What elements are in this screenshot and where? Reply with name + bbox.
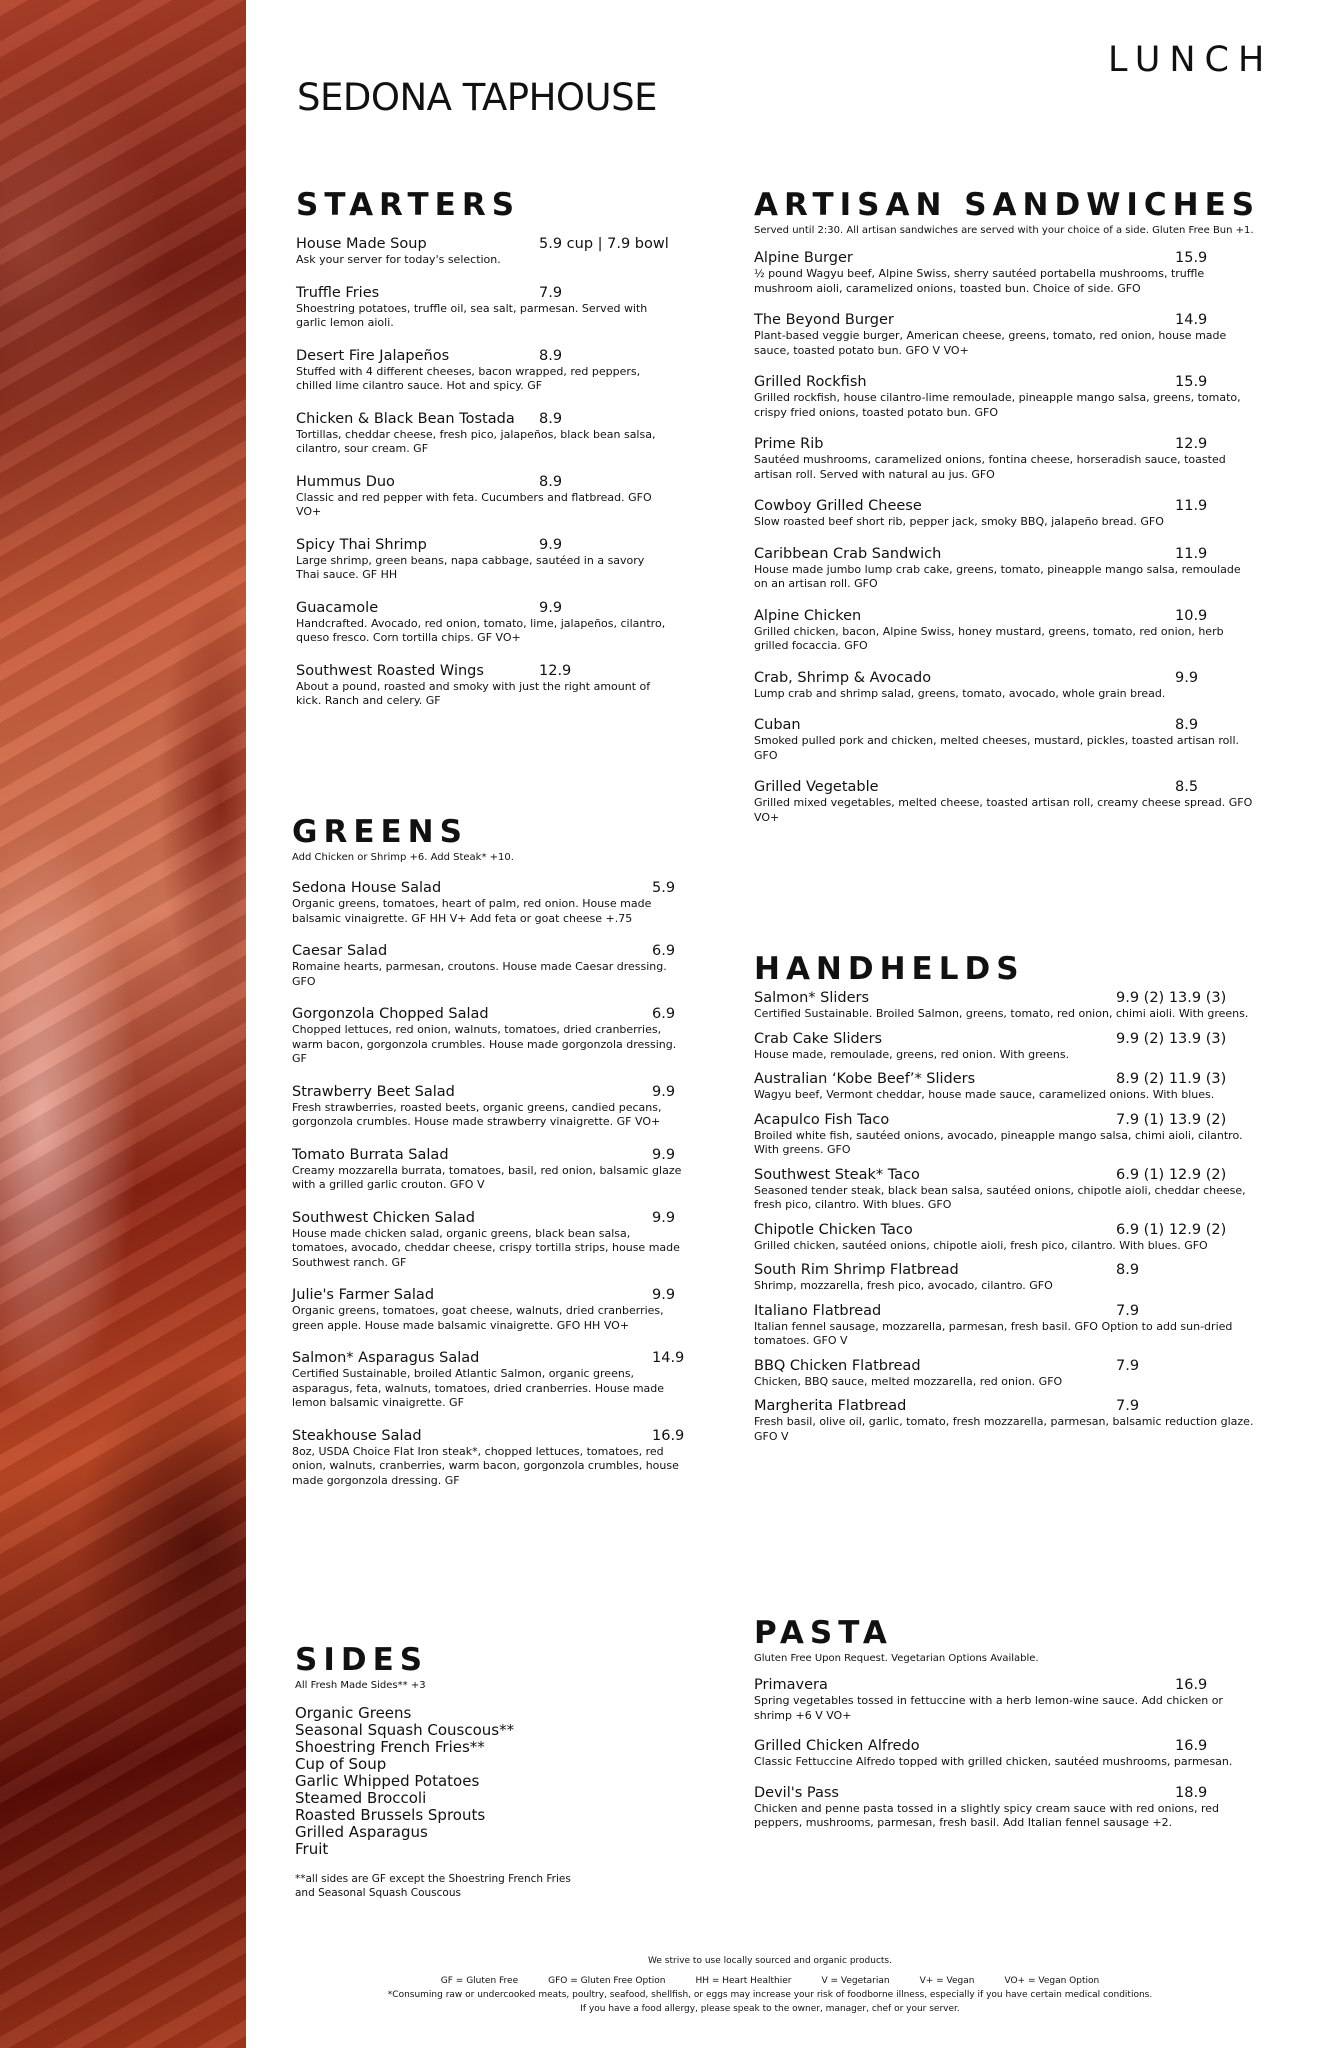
item-name: Grilled Rockfish	[754, 374, 867, 390]
item-price: 16.9	[652, 1427, 685, 1444]
menu-item	[292, 1209, 704, 1271]
menu-item	[754, 249, 1274, 296]
item-name: Salmon* Sliders	[754, 990, 870, 1006]
item-name: Chipotle Chicken Taco	[754, 1221, 913, 1238]
item-name: Guacamole	[296, 599, 379, 616]
menu-item	[754, 1737, 1274, 1770]
item-description: Shrimp, mozzarella, fresh pico, avocado, cilantro. GFO	[754, 1279, 1053, 1292]
item-price: 6.9 (1) 12.9 (2)	[1116, 1221, 1227, 1238]
handhelds-title: HANDHELDS	[754, 951, 1025, 987]
item-description: Tortillas, cheddar cheese, fresh pico, jalapeños, black bean salsa, cilantro, sour cream. GF	[296, 427, 656, 455]
starters-section	[296, 187, 686, 709]
menu-item	[754, 778, 1274, 825]
restaurant-name: SEDONA TAPHOUSE	[297, 76, 657, 119]
item-price: 8.9 (2) 11.9 (3)	[1116, 1071, 1227, 1087]
menu-item	[754, 373, 1274, 420]
legend-entry: HH = Heart Healthier	[695, 1976, 792, 1986]
item-price: 9.9	[652, 1209, 676, 1226]
item-price: 15.9	[1175, 250, 1208, 266]
side-item: Organic Greens	[295, 1704, 412, 1722]
item-description: About a pound, roasted and smoky with just the right amount of kick. Ranch and celery. GF	[296, 679, 651, 707]
item-name: Prime Rib	[754, 436, 824, 452]
item-name: Caribbean Crab Sandwich	[754, 545, 942, 562]
item-name: Desert Fire Jalapeños	[296, 347, 450, 364]
item-description: Plant-based veggie burger, American cheese, greens, tomato, red onion, house made sauce, toasted potato bun. GFO V VO+	[754, 329, 1227, 357]
item-name: Cowboy Grilled Cheese	[754, 498, 922, 514]
item-name: Italiano Flatbread	[754, 1302, 882, 1319]
menu-item	[292, 1083, 704, 1130]
item-price: 9.9	[539, 599, 563, 616]
item-price: 14.9	[1175, 312, 1208, 328]
sourcing-note: We strive to use locally sourced and organic products.	[648, 1956, 892, 1966]
legend-entry: GF = Gluten Free	[440, 1976, 519, 1986]
pasta-title: PASTA	[754, 1615, 893, 1651]
pasta-section	[754, 1615, 1274, 1831]
menu-item	[754, 989, 1274, 1022]
item-name: Salmon* Asparagus Salad	[292, 1350, 480, 1366]
side-item: Fruit	[295, 1840, 329, 1858]
item-description: ½ pound Wagyu beef, Alpine Swiss, sherry sautéed portabella mushrooms, truffle mushroom aioli, caramelized onions, toasted bun. Choice of side. GFO	[754, 267, 1205, 295]
sides-note: All Fresh Made Sides** +3	[295, 1680, 426, 1691]
menu-item	[754, 669, 1274, 702]
item-price: 12.9	[539, 662, 572, 679]
menu-item	[292, 1286, 704, 1333]
item-price: 5.9	[652, 880, 676, 896]
menu-item	[296, 662, 686, 709]
item-price: 9.9	[652, 1083, 676, 1100]
menu-item	[754, 1111, 1274, 1158]
menu-item	[754, 1221, 1274, 1254]
menu-item	[754, 1261, 1274, 1294]
item-name: Crab Cake Sliders	[754, 1030, 883, 1047]
item-price: 9.9	[652, 1146, 676, 1163]
legend-entry: VO+ = Vegan Option	[1004, 1976, 1100, 1986]
item-name: South Rim Shrimp Flatbread	[754, 1262, 959, 1278]
item-name: The Beyond Burger	[754, 312, 894, 328]
item-price: 5.9 cup | 7.9 bowl	[539, 236, 669, 252]
menu-item	[754, 311, 1274, 358]
item-price: 16.9	[1175, 1677, 1208, 1693]
item-price: 14.9	[652, 1350, 685, 1366]
item-name: Julie's Farmer Salad	[292, 1287, 435, 1303]
starters-title: STARTERS	[296, 187, 521, 223]
menu-item	[292, 879, 704, 926]
item-description: Fresh strawberries, roasted beets, organic greens, candied pecans, gorgonzola crumbles. House made strawberry vinaigrette. GF VO+	[292, 1100, 662, 1128]
menu-item	[754, 1030, 1274, 1063]
item-price: 16.9	[1175, 1738, 1208, 1754]
item-price: 8.9	[539, 473, 563, 490]
menu-item	[754, 497, 1274, 530]
menu-item	[292, 1349, 704, 1411]
item-description: Creamy mozzarella burrata, tomatoes, basil, red onion, balsamic glaze with a grilled garlic crouton. GFO V	[292, 1163, 682, 1191]
item-description: Stuffed with 4 different cheeses, bacon wrapped, red peppers, chilled lime cilantro sauce. Hot and spicy. GF	[296, 364, 641, 392]
item-name: Alpine Burger	[754, 250, 853, 266]
item-price: 7.9	[1116, 1398, 1140, 1414]
side-item: Grilled Asparagus	[295, 1823, 428, 1841]
item-description: House made jumbo lump crab cake, greens, tomato, pineapple mango salsa, remoulade on an artisan roll. GFO	[754, 562, 1241, 590]
item-name: Acapulco Fish Taco	[754, 1111, 890, 1128]
item-name: Crab, Shrimp & Avocado	[754, 669, 932, 686]
item-name: Truffle Fries	[296, 284, 380, 301]
item-description: Spring vegetables tossed in fettuccine with a herb lemon-wine sauce. Add chicken or shrimp +6 V VO+	[754, 1694, 1223, 1722]
item-description: Classic and red pepper with feta. Cucumbers and flatbread. GFO VO+	[296, 490, 652, 518]
item-description: Classic Fettuccine Alfredo topped with grilled chicken, sautéed mushrooms, parmesan.	[754, 1755, 1233, 1768]
item-description: Grilled mixed vegetables, melted cheese, toasted artisan roll, creamy cheese spread. GFO VO+	[754, 796, 1253, 824]
menu-item	[296, 599, 686, 646]
menu-item	[292, 1427, 704, 1489]
item-name: Spicy Thai Shrimp	[296, 536, 427, 553]
item-description: Grilled chicken, bacon, Alpine Swiss, honey mustard, greens, tomato, red onion, herb grilled focaccia. GFO	[754, 624, 1224, 652]
item-name: Hummus Duo	[296, 473, 395, 490]
sides-title: SIDES	[295, 1642, 429, 1678]
item-name: Southwest Steak* Taco	[754, 1166, 920, 1183]
dietary-legend	[330, 1974, 1210, 1988]
item-price: 9.9 (2) 13.9 (3)	[1116, 1030, 1227, 1047]
item-description: Sautéed mushrooms, caramelized onions, fontina cheese, horseradish sauce, toasted artisan roll. Served with natural au jus. GFO	[754, 453, 1226, 481]
menu-item	[754, 1070, 1274, 1103]
item-name: Southwest Roasted Wings	[296, 662, 484, 679]
item-description: Wagyu beef, Vermont cheddar, house made sauce, caramelized onions. With blues.	[754, 1088, 1215, 1101]
side-item: Steamed Broccoli	[295, 1789, 427, 1807]
item-description: Broiled white fish, sautéed onions, avocado, pineapple mango salsa, chimi aioli, cilantro. With greens. GFO	[754, 1128, 1243, 1156]
item-description: House made chicken salad, organic greens, black bean salsa, tomatoes, avocado, cheddar cheese, crispy tortilla strips, house made Southwest ranch. GF	[292, 1226, 680, 1269]
item-price: 18.9	[1175, 1784, 1208, 1801]
menu-item	[754, 1397, 1274, 1444]
item-name: Primavera	[754, 1677, 828, 1693]
item-description: Chopped lettuces, red onion, walnuts, tomatoes, dried cranberries, warm bacon, gorgonzola crumbles. House made gorgonzola dressing. GF	[292, 1023, 677, 1065]
side-item: Roasted Brussels Sprouts	[295, 1806, 486, 1824]
item-name: Devil's Pass	[754, 1784, 839, 1801]
item-description: Fresh basil, olive oil, garlic, tomato, fresh mozzarella, parmesan, balsamic reduction glaze. GFO V	[754, 1415, 1254, 1443]
sandwiches-section	[754, 187, 1274, 825]
menu-item	[754, 607, 1274, 654]
item-name: Tomato Burrata Salad	[292, 1146, 449, 1163]
item-price: 9.9	[1175, 669, 1199, 686]
item-description: Ask your server for today's selection.	[296, 253, 501, 266]
item-price: 11.9	[1175, 545, 1208, 562]
item-description: Certified Sustainable, broiled Atlantic Salmon, organic greens, asparagus, feta, walnuts, tomatoes, dried cranberries. House made lemon balsamic vinaigrette. GF	[292, 1367, 665, 1409]
menu-item	[292, 1146, 704, 1193]
menu-item	[754, 1166, 1274, 1213]
item-price: 12.9	[1175, 436, 1208, 452]
item-description: Chicken and penne pasta tossed in a slightly spicy cream sauce with red onions, red peppers, mushrooms, parmesan, fresh basil. Add Italian fennel sausage +2.	[754, 1801, 1220, 1829]
legend-entry: V+ = Vegan	[919, 1976, 975, 1986]
item-price: 7.9	[1116, 1302, 1140, 1319]
sandwiches-note: Served until 2:30. All artisan sandwiches are served with your choice of a side. Gluten Free Bun +1.	[754, 225, 1254, 236]
menu-item	[296, 284, 686, 331]
legend-entry: GFO = Gluten Free Option	[548, 1976, 666, 1986]
menu-item	[754, 545, 1274, 592]
item-price: 7.9	[1116, 1357, 1140, 1374]
greens-note: Add Chicken or Shrimp +6. Add Steak* +10.	[292, 852, 514, 863]
menu-title: LUNCH	[1108, 40, 1274, 80]
item-name: Gorgonzola Chopped Salad	[292, 1006, 489, 1022]
item-price: 6.9 (1) 12.9 (2)	[1116, 1166, 1227, 1183]
item-name: Alpine Chicken	[754, 607, 862, 624]
raw-food-warning: *Consuming raw or undercooked meats, poultry, seafood, shellfish, or eggs may increase your risk of foodborne illness, especially if you have certain medical conditions.	[387, 1990, 1153, 2000]
item-name: Cuban	[754, 717, 801, 733]
menu-item	[754, 1357, 1274, 1390]
item-price: 9.9	[539, 536, 563, 553]
item-description: Romaine hearts, parmesan, croutons. House made Caesar dressing. GFO	[292, 960, 667, 988]
item-name: Grilled Vegetable	[754, 779, 879, 795]
item-name: Strawberry Beet Salad	[292, 1083, 455, 1100]
side-item: Seasonal Squash Couscous**	[295, 1721, 515, 1739]
item-description: Handcrafted. Avocado, red onion, tomato, lime, jalapeños, cilantro, queso fresco. Corn tortilla chips. GF VO+	[296, 616, 666, 644]
menu-item	[754, 1676, 1274, 1723]
item-description: Seasoned tender steak, black bean salsa, sautéed onions, chipotle aioli, cheddar cheese, fresh pico, cilantro. With blues. GFO	[754, 1183, 1246, 1211]
item-name: Southwest Chicken Salad	[292, 1209, 475, 1226]
greens-title: GREENS	[292, 814, 468, 850]
item-description: Italian fennel sausage, mozzarella, parmesan, fresh basil. GFO Option to add sun-dried tomatoes. GFO V	[754, 1319, 1233, 1347]
item-price: 8.5	[1175, 779, 1199, 795]
sides-footnote: **all sides are GF except the Shoestring French Fries and Seasonal Squash Couscous	[295, 1873, 571, 1899]
item-name: House Made Soup	[296, 236, 427, 252]
menu-item	[292, 942, 704, 989]
item-description: Large shrimp, green beans, napa cabbage, sautéed in a savory Thai sauce. GF HH	[296, 553, 645, 581]
item-description: House made, remoulade, greens, red onion. With greens.	[754, 1047, 1070, 1061]
item-price: 11.9	[1175, 498, 1208, 514]
side-item: Garlic Whipped Potatoes	[295, 1772, 480, 1790]
handhelds-section	[754, 951, 1274, 1444]
item-price: 6.9	[652, 943, 676, 959]
item-price: 8.9	[1116, 1262, 1140, 1278]
item-description: 8oz, USDA Choice Flat Iron steak*, chopped lettuces, tomatoes, red onion, walnuts, cranberries, warm bacon, gorgonzola crumbles, house made gorgonzola dressing. GF	[292, 1444, 679, 1487]
menu-item	[296, 536, 686, 583]
item-name: Chicken & Black Bean Tostada	[296, 410, 515, 427]
menu-item	[754, 716, 1274, 763]
item-description: Organic greens, tomatoes, goat cheese, walnuts, dried cranberries, green apple. House made balsamic vinaigrette. GFO HH VO+	[292, 1304, 664, 1332]
item-price: 8.9	[539, 347, 563, 364]
menu-item	[292, 1005, 704, 1067]
item-price: 9.9	[652, 1287, 676, 1303]
menu-item	[754, 1784, 1274, 1831]
allergy-note: If you have a food allergy, please speak to the owner, manager, chef or your server.	[580, 2004, 960, 2014]
item-description: Smoked pulled pork and chicken, melted cheeses, mustard, pickles, toasted artisan roll. GFO	[754, 734, 1240, 762]
menu-item	[296, 235, 686, 268]
item-description: Grilled rockfish, house cilantro-lime remoulade, pineapple mango salsa, greens, tomato, crispy fried onions, toasted potato bun. GFO	[754, 391, 1241, 419]
sandwiches-title: ARTISAN SANDWICHES	[754, 187, 1261, 223]
item-price: 7.9 (1) 13.9 (2)	[1116, 1111, 1227, 1128]
item-price: 7.9	[539, 284, 563, 301]
sides-section	[295, 1642, 625, 1900]
item-description: Grilled chicken, sautéed onions, chipotle aioli, fresh pico, cilantro. With blues. GFO	[754, 1238, 1208, 1252]
menu-item	[296, 410, 686, 457]
greens-section	[292, 814, 704, 1488]
item-description: Chicken, BBQ sauce, melted mozzarella, red onion. GFO	[754, 1374, 1063, 1388]
item-name: Caesar Salad	[292, 943, 388, 959]
canyon-photo	[0, 0, 246, 2048]
item-description: Shoestring potatoes, truffle oil, sea salt, parmesan. Served with garlic lemon aioli.	[296, 301, 648, 329]
legend-entry: V = Vegetarian	[821, 1976, 890, 1986]
item-name: Sedona House Salad	[292, 880, 442, 896]
menu-item	[296, 347, 686, 394]
menu-item	[296, 473, 686, 520]
item-name: Steakhouse Salad	[292, 1427, 422, 1444]
item-price: 9.9 (2) 13.9 (3)	[1116, 990, 1227, 1006]
side-item: Cup of Soup	[295, 1755, 387, 1773]
menu-item	[754, 435, 1274, 482]
item-price: 8.9	[1175, 717, 1199, 733]
pasta-note: Gluten Free Upon Request. Vegetarian Options Available.	[754, 1653, 1039, 1664]
item-description: Organic greens, tomatoes, heart of palm, red onion. House made balsamic vinaigrette. GF HH V+ Add feta or goat cheese +.75	[292, 897, 652, 925]
side-item: Shoestring French Fries**	[295, 1738, 485, 1756]
item-description: Slow roasted beef short rib, pepper jack, smoky BBQ, jalapeño bread. GFO	[754, 515, 1164, 528]
item-name: BBQ Chicken Flatbread	[754, 1357, 921, 1374]
menu-item	[754, 1302, 1274, 1349]
item-description: Certified Sustainable. Broiled Salmon, greens, tomato, red onion, chimi aioli. With greens.	[754, 1007, 1249, 1020]
item-name: Margherita Flatbread	[754, 1398, 907, 1414]
item-price: 6.9	[652, 1006, 676, 1022]
item-name: Grilled Chicken Alfredo	[754, 1738, 920, 1754]
item-name: Australian ‘Kobe Beef’* Sliders	[754, 1071, 976, 1087]
item-price: 15.9	[1175, 374, 1208, 390]
item-price: 10.9	[1175, 607, 1208, 624]
footer	[330, 1954, 1210, 2016]
item-description: Lump crab and shrimp salad, greens, tomato, avocado, whole grain bread.	[754, 686, 1166, 700]
item-price: 8.9	[539, 410, 563, 427]
